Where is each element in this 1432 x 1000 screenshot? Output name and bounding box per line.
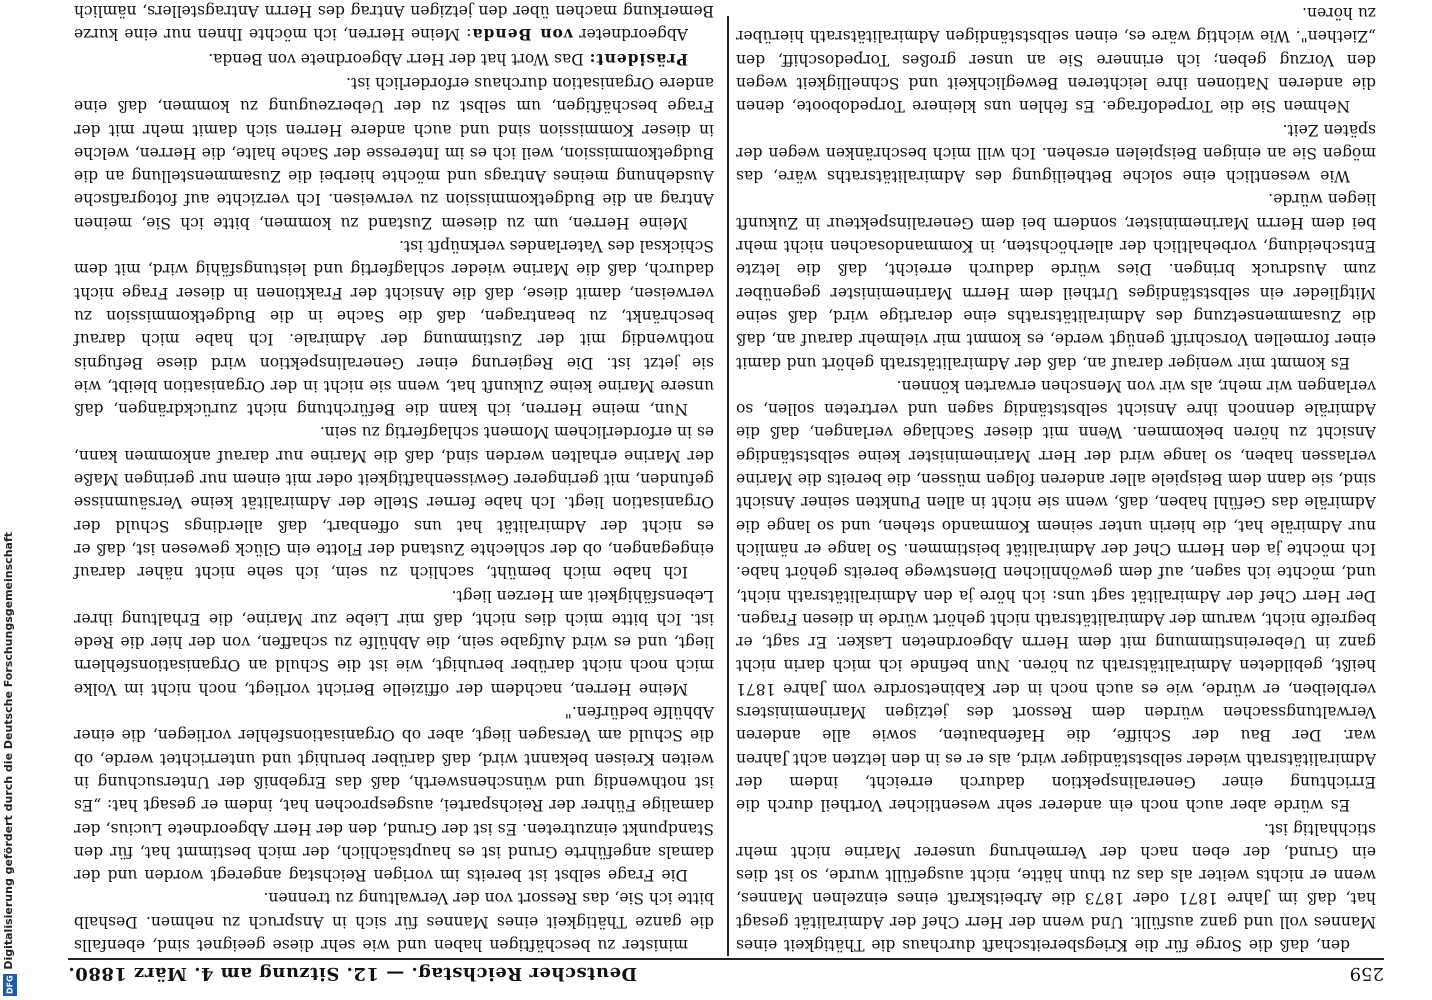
paragraph: Die Frage selbst ist bereits im vorigen Reichstag angeregt worden und der damals angeführte Grund ist es hauptsächlich, der mich bestimmt hat, für den Standpunkt einzutreten. Es ist der Grund, den der Herr Abgeordnete Lucius, der damalige Führer der Reichspartei, ausgesprochen hat, indem er gesagt hat: „Es ist nothwendig und wünschenswerth, daß das Ergebniß der Untersuchung in weiten Kreisen bekannt wird, daß darüber beruhigt und unterrichtet werde, ob die Schuld am Versagen liegt, aber ob Organisationsfehler vorliegen, die einer Abhülfe bedürfen." (74, 703, 714, 885)
paragraph: Wie wesentlich eine solche Betheiligung des Admiralitätsraths wäre, das mögen Sie an einigen Beispielen ersehen. Ich will mich beschränken wegen der späten Zeit. (736, 120, 1376, 186)
speaker-name: Präsident: (588, 49, 688, 69)
paragraph: Ich habe mich bemüht, sachlich zu sein, ich sehe nicht näher darauf eingegangen, ob der schlechte Zustand der Flotte ein Glück gewesen ist, daß er es nicht der Admiralität hat uns offenbart, daß allerdings Schuld der Organisation liegt. Ich habe ferner Stelle der Admiralität keine Versäumnisse gefunden, mit geringerer Gewissenhaftigkeit oder mit einem nur geringen Maße der Marine erhalten werden sind, daß die Marine nur darauf ankommen kann, es in erforderlichem Moment schlagfertig zu sein. (74, 423, 714, 582)
text-column-right (74, 2, 714, 956)
paragraph: Abgeordneter von Benda: Meine Herren, ich möchte Ihnen nur eine kurze Bemerkung machen über den jetzigen Antrag des Herrn Antragstellers, nämlich (74, 2, 714, 45)
column-divider (727, 16, 729, 956)
paragraph: Es kommt mir weniger darauf an, daß der Admiralitätsrath gehört und damit einer formellen Vorschrift genügt werde, es kommt mir vielmehr darauf an, daß die Zusammensetzung des Admiralitätsraths eine derartige wird, daß seine Mitglieder ein selbstständiges Urtheil dem Herrn Marineminister gegenüber zum Ausdruck bringen. Dies würde dadurch erreicht, daß die letzte Entscheidung, vorbehaltlich der allerhöchsten, in Kommandosachen nicht mehr bei dem Herrn Marineminister, sondern bei dem Generalinspekteur in Zukunft liegen würde. (736, 190, 1376, 372)
running-title: Deutscher Reichstag. — 12. Sitzung am 4. März 1880. (68, 963, 638, 984)
page-number: 259 (1349, 963, 1384, 984)
text-column-left (736, 4, 1376, 956)
paragraph: Meine Herren, nachdem der offizielle Bericht vorliegt, noch nicht im Volke mich noch nicht darüber beruhigt, wie ist die Schuld an Organisationsfehlern liegt, und es wird Aufgabe sein, die Abhülfe zu schaffen, von der hier die Rede ist. Ich bitte mich dies nicht, daß mir Liebe zur Marine, die Erhaltung ihrer Lebensfähigkeit am Herzen liegt. (74, 586, 714, 698)
header-rule (68, 958, 1384, 960)
paragraph: Nehmen Sie die Torpedofrage. Es fehlen uns kleinere Torpedoboote, denen die anderen Nationen ihre leichteren Beweglichkeit und Schnelligkeit wegen den Vorzug geben; ich erinnere Sie an unser großes Torpedoschiff, den „Ziethen". Wie wichtig wäre es, einen selbstständigen Admiralitätsrath hierüber zu hören. (736, 4, 1376, 116)
paragraph: Präsident: Das Wort hat der Herr Abgeordnete von Benda. (208, 49, 688, 69)
paragraph: Meine Herren, um zu diesem Zustand zu kommen, bitte ich Sie, meinen Antrag an die Budgetkommission zu verweisen. Ich verzichte auf fotografische Ausdehnung meines Antrags und möchte hierbei die Zusammenstellung an die Budgetkommission, weil ich es im Interesse der Sache halte, die Herren, welche in dieser Kommission sind und auch andere Herren sich damit mehr mit der Frage beschäftigen, um selbst zu der Ueberzeugung zu kommen, daß eine andere Organisation durchaus erforderlich ist. (74, 74, 714, 232)
speaker-name: von Benda (471, 25, 573, 45)
paragraph: minister zu beschäftigen haben und wie sehr diese geeignet sind, ebenfalls die ganze Thätigkeit eines Mannes für sich in Anspruch zu nehmen. Deshalb bitte ich Sie, das Ressort von der Verwaltung zu trennen. (74, 889, 714, 954)
paragraph: Nun, meine Herren, ich kann die Befürchtung nicht zurückdrängen, daß unsere Marine keine Zukunft hat, wenn sie nicht in der Organisation bleibt, wie sie jetzt ist. Die Regierung einer Generalinspektion wird diese Befugnis nothwendig mit der Zustimmung der Admirale. Ich habe mich darauf beschränkt, zu beantragen, daß die Sache in die Budgetkommission zu verweisen, damit diese, daß die Ansicht der Fraktionen in dieser Frage nicht dadurch, daß die Marine wieder schlagfertig und leistungsfähig wird, mit dem Schicksal des Vaterlandes verknüpft ist. (74, 237, 714, 419)
credit-text: Digitalisierung gefördert durch die Deutsche Forschungsgemeinschaft (2, 532, 15, 970)
paragraph (736, 0, 1376, 1)
dfg-logo-icon: DFG (3, 974, 17, 996)
paragraph: Es würde aber auch noch ein anderer sehr wesentlicher Vortheil durch die Errichtung einer Generalinspektion dadurch erreicht, indem der Admiralitätsrath wieder selbstständiger wird, als er es in den letzten acht Jahren war. Der Bau der Schiffe, die Hafenbauten, sowie alle anderen Verwaltungssachen würden dem Ressort des jetzigen Marineministers verbleiben, er würde, wie es auch noch in der Kabinetsordre vom Jahre 1871 heißt, gebildeten Admiralitätsrath zu hören. Nun befinde ich mich darin nicht ganz in Uebereinstimmung mit dem Herrn Abgeordneten Lasker. Er sagt, er begreife nicht, warum der Admiralitätsrath nicht gehört würde in diesen Fragen. Der Herr Chef der Admiralität sagt uns: ich höre ja den Admiralitätsrath nicht, und, möchte ich sagen, auf dem gewöhnlichen Dienstwege bereits gehört habe. Ich möchte ja den Herrn Chef der Admiralität beistimmen. So lange er nämlich nur Admiräle hat, die hierin unter seinem Kommando stehen, und so lange die Admiräle das Gefühl haben, daß, wenn sie nicht in allen Punkten seiner Ansicht sind, sie dann dem Beispiele aller anderen folgen müssen, die bereits die Marine verlassen haben, so lange wird der Herr Marineminister keine selbstständige Ansicht zu hören bekommen. Wenn mit dieser Sachlage verlangen, daß die Admiräle dennoch ihre Ansicht selbstständig sagen und vertreten sollen, so verlangen wir mehr, als wir von Menschen erwarten können. (736, 376, 1376, 815)
page-header (68, 962, 1384, 984)
paragraph: den, daß die Sorge für die Kriegsbereitschaft durchaus die Thätigkeit eines Mannes voll und ganz ausfüllt. Und wenn der Herr Chef der Admiralität gesagt hat, daß im Jahre 1871 oder 1873 die Arbeitskraft eines einzelnen Mannes, wenn er nichts weiter als das zu thun hätte, nicht ausgefüllt wurde, so ist dies ein Grund, der eben nach der Vermehrung unserer Marine nicht mehr stichhaltig ist. (736, 819, 1376, 954)
